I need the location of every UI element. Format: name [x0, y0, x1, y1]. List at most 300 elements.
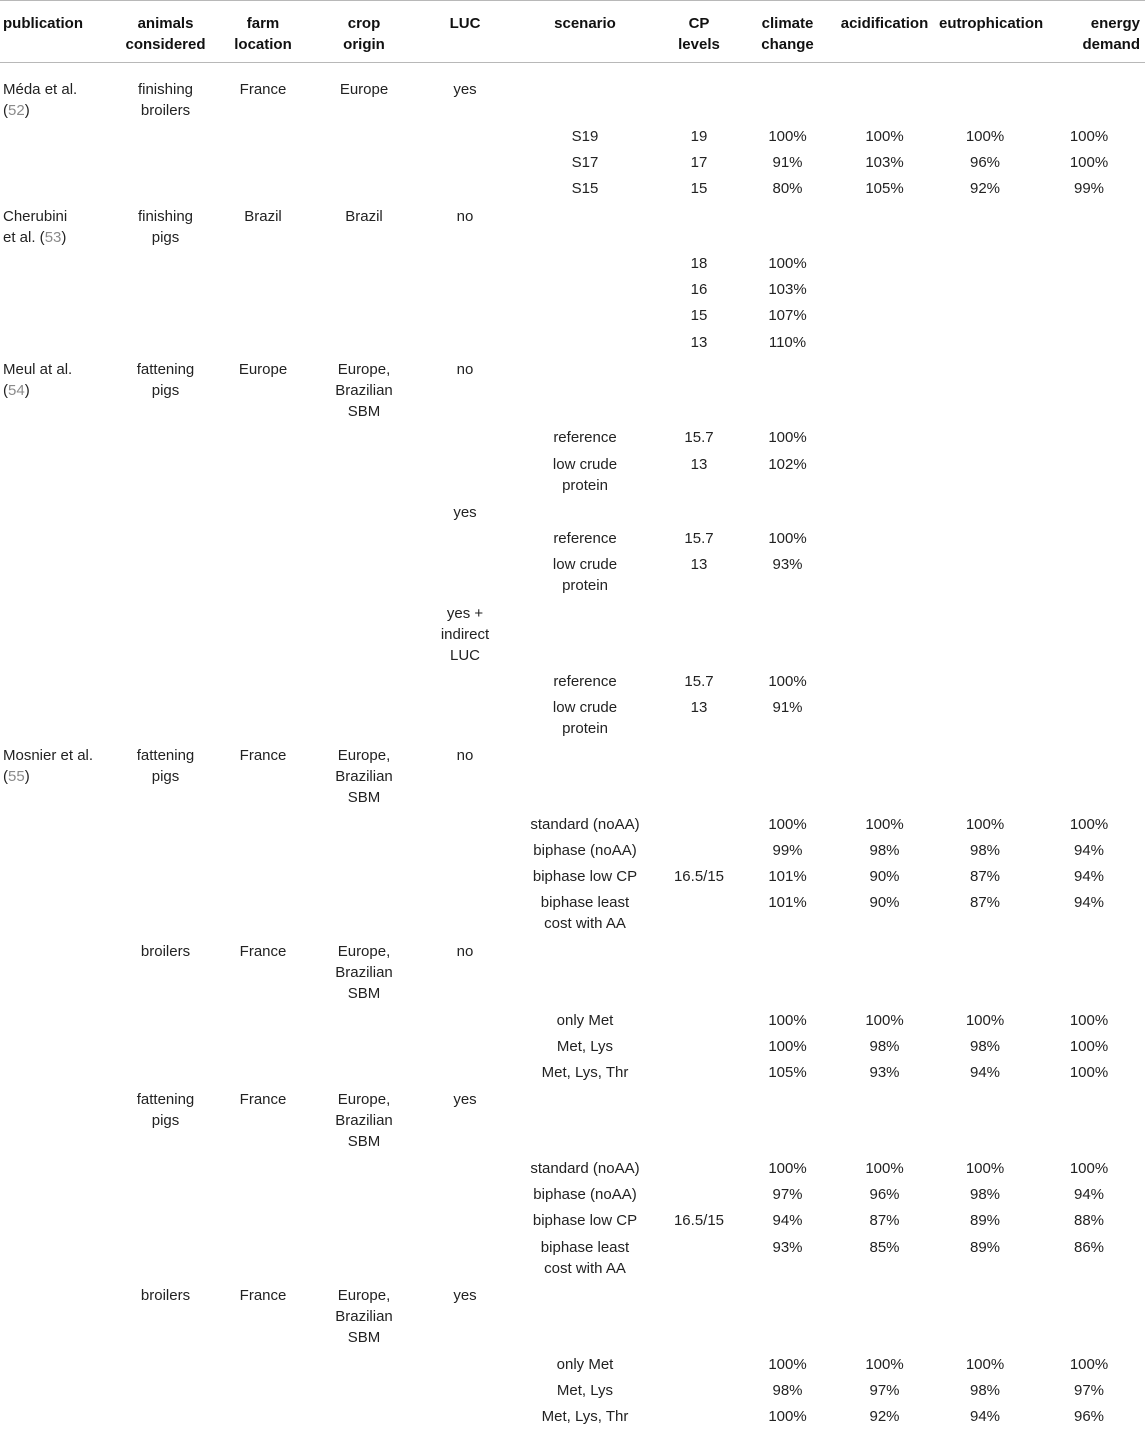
cell-crop-origin — [313, 427, 415, 448]
cell-acidification — [832, 745, 937, 808]
cell-cp-level — [655, 1285, 743, 1348]
cell-climate-change: 101% — [768, 868, 807, 885]
cell-crop-origin — [313, 305, 415, 326]
cell-scenario: low crude protein — [552, 556, 618, 594]
cell-energy-demand — [1033, 528, 1145, 549]
cell-publication — [0, 178, 118, 199]
cell-publication — [0, 814, 118, 835]
cell-luc — [415, 1184, 515, 1205]
cell-publication — [0, 671, 118, 692]
cell-cp-level: 13 — [690, 556, 708, 573]
cell-acidification — [832, 427, 937, 448]
cell-energy-demand: 99% — [1073, 180, 1105, 197]
cell-cp-level — [655, 892, 743, 934]
cell-farm-location — [213, 840, 313, 861]
cell-energy-demand — [1033, 332, 1145, 353]
cell-cp-level — [655, 359, 743, 422]
cell-acidification — [832, 79, 937, 121]
table-row — [0, 892, 1145, 934]
header-luc: LUC — [449, 15, 481, 32]
cell-farm-location — [213, 279, 313, 300]
table-row — [0, 1010, 1145, 1031]
publication-name-close: ) — [24, 768, 30, 785]
cell-farm-location — [213, 866, 313, 887]
cell-climate-change: 100% — [768, 1038, 807, 1055]
cell-farm-location — [213, 126, 313, 147]
cell-crop-origin — [313, 697, 415, 739]
cell-crop-origin — [313, 671, 415, 692]
cell-publication — [0, 745, 118, 808]
cell-animals — [118, 253, 213, 274]
publication-name-close: ) — [61, 229, 67, 246]
cell-acidification: 98% — [869, 842, 900, 859]
table-row — [0, 332, 1145, 353]
cell-farm-location — [213, 1158, 313, 1179]
cell-scenario: low crude protein — [552, 699, 618, 737]
cell-acidification — [832, 206, 937, 248]
cell-eutrophication — [937, 253, 1033, 274]
cell-eutrophication: 100% — [965, 1012, 1005, 1029]
group-row — [0, 1285, 1145, 1348]
table-row — [0, 279, 1145, 300]
cell-luc — [415, 253, 515, 274]
cell-acidification — [832, 279, 937, 300]
cell-luc: yes — [453, 1287, 477, 1304]
cell-cp-level — [655, 814, 743, 835]
cell-acidification: 105% — [865, 180, 904, 197]
cell-cp-level: 13 — [690, 334, 708, 351]
cell-luc — [415, 1380, 515, 1401]
cell-luc: no — [456, 943, 474, 960]
cell-luc: yes + indirect LUC — [440, 605, 490, 664]
cell-crop-origin — [313, 502, 415, 523]
cell-energy-demand: 96% — [1073, 1408, 1105, 1425]
cell-luc — [415, 814, 515, 835]
cell-luc: no — [456, 361, 474, 378]
cell-acidification — [832, 554, 937, 596]
cell-animals — [118, 178, 213, 199]
cell-crop-origin — [313, 152, 415, 173]
cell-cp-level — [655, 206, 743, 248]
cell-farm-location — [213, 253, 313, 274]
cell-eutrophication — [937, 454, 1033, 496]
cell-luc: no — [456, 208, 474, 225]
cell-publication — [0, 941, 118, 1004]
table-row — [0, 1354, 1145, 1375]
cell-luc — [415, 427, 515, 448]
cell-climate-change — [743, 79, 832, 121]
cell-scenario — [515, 79, 655, 121]
cell-climate-change: 105% — [768, 1064, 807, 1081]
cell-climate-change: 100% — [768, 128, 807, 145]
cell-acidification: 97% — [869, 1382, 900, 1399]
cell-scenario: low crude protein — [552, 456, 618, 494]
cell-eutrophication: 100% — [965, 1160, 1005, 1177]
cell-energy-demand: 100% — [1069, 1012, 1109, 1029]
cell-eutrophication — [937, 332, 1033, 353]
cell-climate-change: 107% — [768, 307, 807, 324]
cell-cp-level: 16.5/15 — [673, 868, 725, 885]
cell-acidification: 100% — [865, 1012, 904, 1029]
cell-farm-location — [213, 502, 313, 523]
cell-crop-origin — [313, 126, 415, 147]
header-eutrophication: eutrophication — [939, 15, 1044, 32]
cell-acidification: 87% — [869, 1212, 900, 1229]
cell-eutrophication: 87% — [969, 894, 1001, 911]
cell-farm-location — [213, 454, 313, 496]
cell-scenario: biphase least cost with AA — [540, 1239, 630, 1277]
cell-eutrophication — [937, 554, 1033, 596]
cell-acidification — [832, 603, 937, 666]
table-row — [0, 178, 1145, 199]
cell-eutrophication: 100% — [965, 128, 1005, 145]
cell-luc — [415, 1036, 515, 1057]
cell-energy-demand — [1033, 427, 1145, 448]
cell-scenario: reference — [553, 530, 617, 547]
cell-cp-level — [655, 603, 743, 666]
cell-acidification: 98% — [869, 1038, 900, 1055]
table-row — [0, 840, 1145, 861]
cell-farm-location — [213, 671, 313, 692]
cell-cp-level: 19 — [690, 128, 708, 145]
cell-crop-origin — [313, 1406, 415, 1427]
cell-cp-level — [655, 1354, 743, 1375]
cell-scenario: standard (noAA) — [530, 816, 640, 833]
cell-eutrophication — [937, 1089, 1033, 1152]
cell-luc — [415, 178, 515, 199]
cell-acidification — [832, 1089, 937, 1152]
cell-luc — [415, 279, 515, 300]
cell-climate-change: 100% — [768, 673, 807, 690]
cell-publication — [0, 1237, 118, 1279]
cell-energy-demand: 94% — [1073, 1186, 1105, 1203]
cell-acidification: 100% — [865, 128, 904, 145]
publication-row — [0, 745, 1145, 808]
cell-energy-demand: 88% — [1073, 1212, 1105, 1229]
cell-energy-demand — [1033, 305, 1145, 326]
cell-animals — [118, 454, 213, 496]
reference-link[interactable]: 53 — [44, 229, 62, 246]
table-row — [0, 814, 1145, 835]
cell-energy-demand — [1033, 745, 1145, 808]
cell-farm-location — [213, 1184, 313, 1205]
publication-name: Méda et al. ( — [3, 81, 78, 119]
cell-scenario: standard (noAA) — [530, 1160, 640, 1177]
cell-animals — [118, 1184, 213, 1205]
cell-publication — [0, 79, 118, 121]
cell-energy-demand — [1033, 502, 1145, 523]
cell-crop-origin — [313, 332, 415, 353]
table-row — [0, 671, 1145, 692]
cell-eutrophication — [937, 206, 1033, 248]
header-cp-levels: CP levels — [678, 15, 720, 53]
cell-luc — [415, 697, 515, 739]
cell-acidification: 90% — [869, 868, 900, 885]
cell-animals — [118, 427, 213, 448]
cell-publication — [0, 892, 118, 934]
cell-animals — [118, 603, 213, 666]
cell-cp-level — [655, 1089, 743, 1152]
cell-climate-change: 110% — [768, 334, 807, 351]
table-row — [0, 1062, 1145, 1083]
cell-eutrophication: 100% — [965, 816, 1005, 833]
cell-scenario: biphase low CP — [532, 868, 638, 885]
cell-climate-change — [743, 1089, 832, 1152]
cell-animals — [118, 502, 213, 523]
reference-link[interactable]: 52 — [8, 102, 25, 119]
cell-cp-level — [655, 745, 743, 808]
cell-acidification — [832, 253, 937, 274]
cell-farm-location: Europe — [238, 361, 288, 378]
cell-scenario — [515, 603, 655, 666]
cell-energy-demand — [1033, 1285, 1145, 1348]
cell-scenario: Met, Lys, Thr — [541, 1064, 629, 1081]
cell-scenario: S19 — [571, 128, 599, 145]
cell-animals: finishing pigs — [137, 208, 194, 246]
cell-cp-level: 13 — [690, 456, 708, 473]
cell-climate-change: 100% — [768, 530, 807, 547]
cell-animals — [118, 1036, 213, 1057]
cell-scenario: Met, Lys, Thr — [541, 1408, 629, 1425]
cell-climate-change: 94% — [772, 1212, 803, 1229]
cell-scenario: reference — [553, 429, 617, 446]
table-row — [0, 427, 1145, 448]
cell-farm-location — [213, 1062, 313, 1083]
cell-crop-origin: Europe — [339, 81, 389, 98]
cell-acidification: 100% — [865, 1356, 904, 1373]
cell-acidification: 100% — [865, 816, 904, 833]
cell-crop-origin — [313, 1210, 415, 1231]
reference-link[interactable]: 54 — [8, 382, 25, 399]
publication-row — [0, 359, 1145, 422]
cell-eutrophication — [937, 603, 1033, 666]
cell-energy-demand: 100% — [1069, 1356, 1109, 1373]
cell-climate-change — [743, 603, 832, 666]
cell-luc — [415, 152, 515, 173]
cell-animals — [118, 866, 213, 887]
cell-scenario — [515, 941, 655, 1004]
cell-eutrophication: 89% — [969, 1212, 1001, 1229]
group-row — [0, 941, 1145, 1004]
cell-cp-level: 15 — [690, 307, 708, 324]
luc-group-row — [0, 603, 1145, 666]
table-row — [0, 1210, 1145, 1231]
cell-crop-origin — [313, 528, 415, 549]
cell-farm-location — [213, 427, 313, 448]
cell-luc: yes — [453, 1091, 477, 1108]
cell-luc — [415, 528, 515, 549]
cell-cp-level — [655, 1380, 743, 1401]
cell-energy-demand — [1033, 206, 1145, 248]
table-row — [0, 1406, 1145, 1427]
reference-link[interactable]: 55 — [8, 768, 25, 785]
header-farm-location: farm location — [234, 15, 292, 53]
cell-eutrophication — [937, 305, 1033, 326]
cell-eutrophication — [937, 279, 1033, 300]
cell-luc — [415, 126, 515, 147]
cell-crop-origin: Europe, Brazilian SBM — [335, 1091, 393, 1150]
cell-publication — [0, 1406, 118, 1427]
cell-crop-origin — [313, 1036, 415, 1057]
table-row — [0, 866, 1145, 887]
cell-eutrophication: 96% — [969, 154, 1001, 171]
cell-animals — [118, 892, 213, 934]
publication-name-close: ) — [24, 382, 30, 399]
cell-crop-origin — [313, 1380, 415, 1401]
cell-acidification — [832, 941, 937, 1004]
cell-farm-location — [213, 178, 313, 199]
table-row — [0, 528, 1145, 549]
cell-luc — [415, 1210, 515, 1231]
cell-crop-origin — [313, 1158, 415, 1179]
cell-farm-location: Brazil — [244, 208, 282, 225]
cell-cp-level: 15 — [690, 180, 708, 197]
cell-energy-demand — [1033, 253, 1145, 274]
cell-scenario: biphase (noAA) — [533, 1186, 637, 1203]
cell-scenario — [515, 1285, 655, 1348]
cell-animals — [118, 671, 213, 692]
cell-farm-location: France — [239, 81, 287, 98]
publication-name: Cherubini et al. ( — [3, 208, 68, 246]
cell-scenario — [515, 359, 655, 422]
cell-luc — [415, 1062, 515, 1083]
cell-luc — [415, 840, 515, 861]
cell-cp-level — [655, 1036, 743, 1057]
cell-scenario — [515, 279, 655, 300]
cell-luc — [415, 1158, 515, 1179]
cell-luc — [415, 1010, 515, 1031]
cell-crop-origin — [313, 178, 415, 199]
cell-acidification: 90% — [869, 894, 900, 911]
table-row — [0, 454, 1145, 496]
cell-energy-demand: 86% — [1073, 1239, 1105, 1256]
cell-eutrophication — [937, 941, 1033, 1004]
cell-cp-level: 18 — [690, 255, 708, 272]
cell-energy-demand: 100% — [1069, 1160, 1109, 1177]
cell-crop-origin — [313, 866, 415, 887]
publication-row — [0, 206, 1145, 248]
cell-climate-change — [743, 502, 832, 523]
cell-farm-location — [213, 603, 313, 666]
cell-animals: fattening pigs — [136, 1091, 195, 1129]
cell-cp-level — [655, 1184, 743, 1205]
cell-eutrophication: 98% — [969, 842, 1001, 859]
cell-eutrophication: 87% — [969, 868, 1001, 885]
cell-animals — [118, 1210, 213, 1231]
cell-luc — [415, 1406, 515, 1427]
cell-eutrophication — [937, 79, 1033, 121]
cell-farm-location: France — [239, 943, 287, 960]
cell-publication — [0, 359, 118, 422]
cell-climate-change — [743, 1285, 832, 1348]
cell-scenario — [515, 745, 655, 808]
header-animals-considered: animals considered — [125, 15, 206, 53]
cell-animals — [118, 814, 213, 835]
cell-farm-location — [213, 1010, 313, 1031]
table-header — [0, 0, 1145, 63]
cell-publication — [0, 1184, 118, 1205]
cell-acidification — [832, 502, 937, 523]
table-row — [0, 554, 1145, 596]
cell-scenario — [515, 502, 655, 523]
cell-eutrophication — [937, 745, 1033, 808]
cell-scenario: Met, Lys — [556, 1038, 614, 1055]
cell-farm-location — [213, 814, 313, 835]
cell-climate-change: 100% — [768, 1408, 807, 1425]
cell-crop-origin — [313, 454, 415, 496]
cell-animals — [118, 840, 213, 861]
cell-climate-change — [743, 745, 832, 808]
cell-climate-change: 100% — [768, 816, 807, 833]
cell-acidification — [832, 332, 937, 353]
cell-crop-origin — [313, 603, 415, 666]
cell-cp-level: 15.7 — [684, 530, 714, 547]
cell-farm-location — [213, 1237, 313, 1279]
cell-energy-demand: 100% — [1069, 128, 1109, 145]
table-row — [0, 126, 1145, 147]
cell-luc — [415, 1237, 515, 1279]
cell-acidification: 103% — [865, 154, 904, 171]
cell-energy-demand — [1033, 359, 1145, 422]
cell-acidification — [832, 1285, 937, 1348]
cell-energy-demand: 94% — [1073, 842, 1105, 859]
cell-energy-demand — [1033, 671, 1145, 692]
cell-publication — [0, 1062, 118, 1083]
cell-publication — [0, 427, 118, 448]
cell-eutrophication: 89% — [969, 1239, 1001, 1256]
cell-publication — [0, 603, 118, 666]
cell-climate-change: 100% — [768, 255, 807, 272]
cell-publication — [0, 1210, 118, 1231]
cell-crop-origin — [313, 1184, 415, 1205]
cell-crop-origin — [313, 1354, 415, 1375]
cell-energy-demand: 94% — [1073, 894, 1105, 911]
cell-climate-change — [743, 941, 832, 1004]
publication-name: Meul at al. ( — [3, 361, 73, 399]
cell-energy-demand — [1033, 603, 1145, 666]
table-row — [0, 1380, 1145, 1401]
cell-scenario — [515, 332, 655, 353]
cell-cp-level: 13 — [690, 699, 708, 716]
cell-animals: fattening pigs — [136, 747, 195, 785]
cell-publication — [0, 502, 118, 523]
cell-farm-location — [213, 554, 313, 596]
group-row — [0, 1089, 1145, 1152]
cell-energy-demand — [1033, 1089, 1145, 1152]
header-climate-change: climate change — [761, 15, 814, 53]
cell-luc — [415, 332, 515, 353]
cell-cp-level — [655, 79, 743, 121]
cell-eutrophication — [937, 528, 1033, 549]
cell-climate-change: 99% — [772, 842, 803, 859]
cell-publication — [0, 554, 118, 596]
cell-crop-origin: Europe, Brazilian SBM — [335, 747, 393, 806]
cell-crop-origin: Brazil — [345, 208, 383, 225]
cell-publication — [0, 528, 118, 549]
cell-animals — [118, 1010, 213, 1031]
cell-climate-change: 100% — [768, 1356, 807, 1373]
cell-farm-location: France — [239, 1287, 287, 1304]
cell-animals — [118, 1406, 213, 1427]
cell-energy-demand: 97% — [1073, 1382, 1105, 1399]
cell-climate-change: 98% — [772, 1382, 803, 1399]
cell-scenario — [515, 1089, 655, 1152]
cell-eutrophication: 98% — [969, 1186, 1001, 1203]
cell-acidification: 92% — [869, 1408, 900, 1425]
cell-cp-level: 16 — [690, 281, 708, 298]
cell-publication — [0, 1380, 118, 1401]
cell-cp-level: 16.5/15 — [673, 1212, 725, 1229]
